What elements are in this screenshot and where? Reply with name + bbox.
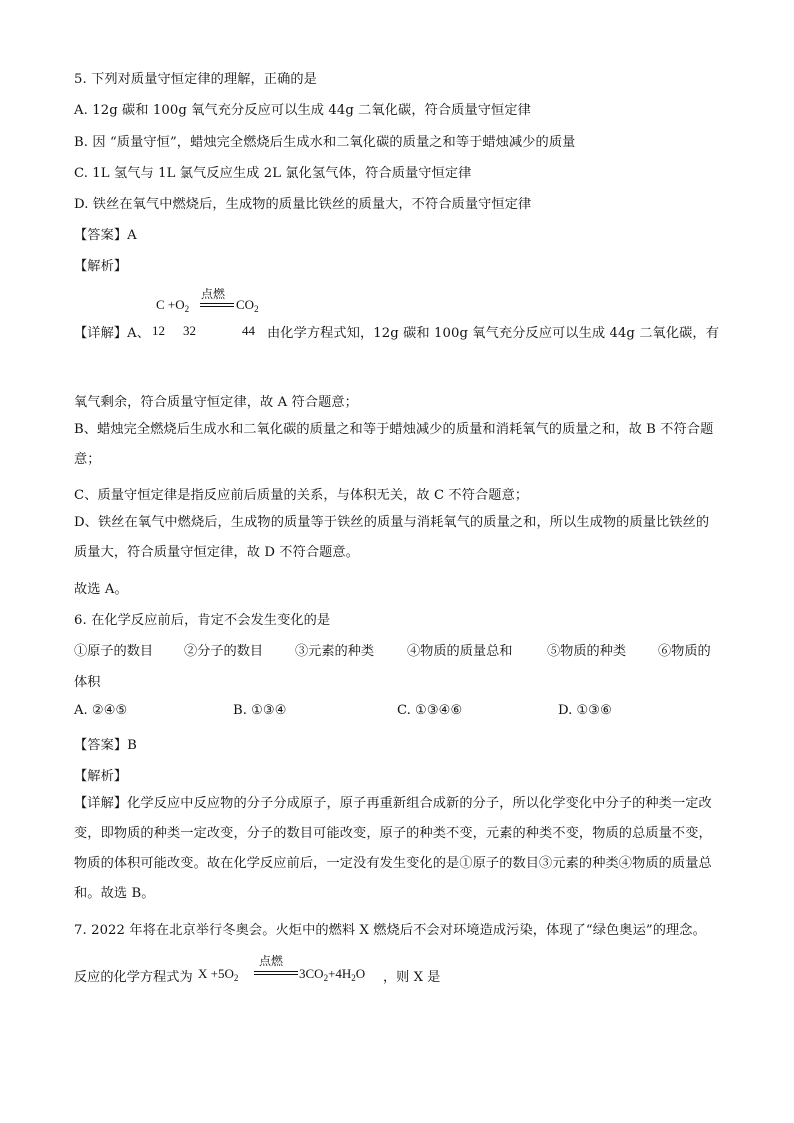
q5-detail-a-rest: 由化学方程式知，12g 碳和 100g 氧气充分反应可以生成 44g 二氧化碳，有	[267, 326, 719, 341]
eq-product: $CO_2$	[236, 297, 259, 314]
q5-answer	[74, 224, 137, 243]
answer-tag: 【答案】	[74, 738, 128, 753]
q5-detail-d: D、铁丝在氧气中燃烧后，生成物的质量等于铁丝的质量与消耗氧气的质量之和，所以生成物的质量比铁丝的质量大，符合质量守恒定律，故 D 不符合题意。	[74, 515, 710, 560]
q5-analysis-tag: 【解析】	[74, 259, 128, 274]
q7-reaction-condition: 点燃	[259, 954, 284, 968]
q6-option-a: A. ②④⑤	[74, 703, 128, 718]
q6-analysis-tag: 【解析】	[74, 769, 128, 784]
q5-stem: 5. 下列对质量守恒定律的理解，正确的是	[74, 72, 317, 87]
q6-stem: 6. 在化学反应前后，肯定不会发生变化的是	[74, 613, 331, 628]
q5-detail-a: 【详解】A、	[74, 326, 151, 341]
q7-arrow-top	[254, 971, 298, 972]
detail-tag: 【详解】	[74, 796, 128, 811]
q6-item-2: ②分子的数目	[184, 644, 264, 659]
q6-option-d: D. ①③⑥	[558, 703, 612, 718]
q5-conclusion: 故选 A。	[74, 582, 128, 597]
detail-tag: 【详解】	[74, 326, 128, 341]
q5-option-a: A. 12g 碳和 100g 氧气充分反应可以生成 44g 二氧化碳，符合质量守恒定律	[74, 103, 531, 118]
reaction-arrow-bottom	[200, 306, 234, 307]
q7-eq-prefix: 反应的化学方程式为	[74, 970, 193, 985]
q5-option-d: D. 铁丝在氧气中燃烧后，生成物的质量比铁丝的质量大，不符合质量守恒定律	[74, 197, 532, 212]
mass-c: 12	[152, 323, 165, 338]
q6-option-b: B. ①③④	[233, 703, 287, 718]
reaction-arrow-top	[200, 303, 234, 304]
q6-option-c: C. ①③④⑥	[397, 703, 463, 718]
mass-co2: 44	[242, 323, 255, 338]
reaction-condition: 点燃	[201, 287, 226, 301]
q5-option-c: C. 1L 氢气与 1L 氯气反应生成 2L 氯化氢气体，符合质量守恒定律	[74, 166, 472, 181]
q5-detail-a-cont: 氧气剩余，符合质量守恒定律，故 A 符合题意；	[74, 395, 358, 410]
q6-detail: 【详解】化学反应中反应物的分子分成原子，原子再重新组合成新的分子，所以化学变化中分子的种类一定改变，即物质的种类一定改变，分子的数目可能改变，原子的种类不变，元素的种类不变，物质的总质量不变，物质的体积可能改变。故在化学反应前后，一定没有发生变化的是①原子的数目③元素的种类④物质的质量总和。故选 B。	[74, 796, 712, 901]
q6-item-6-cont: 体积	[74, 675, 101, 690]
answer-value: A	[127, 228, 137, 243]
eq-reactants: $C +O_2$	[156, 297, 190, 314]
answer-tag: 【答案】	[74, 228, 128, 243]
q6-item-5: ⑤物质的种类	[547, 644, 627, 659]
q5-detail-c: C、质量守恒定律是指反应前后质量的关系，与体积无关，故 C 不符合题意；	[74, 488, 529, 503]
q6-item-4: ④物质的质量总和	[407, 644, 513, 659]
q5-option-b: B. 因 “质量守恒”，蜡烛完全燃烧后生成水和二氧化碳的质量之和等于蜡烛减少的质量	[74, 135, 576, 150]
q6-answer	[74, 734, 137, 753]
q7-eq-suffix: ，则 X 是	[383, 970, 441, 985]
q6-item-3: ③元素的种类	[295, 644, 375, 659]
answer-value: B	[127, 738, 137, 753]
q5-detail-b: B、蜡烛完全燃烧后生成水和二氧化碳的质量之和等于蜡烛减少的质量和消耗氧气的质量之和，故 B 不符合题意；	[74, 422, 714, 467]
q7-eq-rhs: $3CO_2+4H_2O$	[299, 966, 366, 983]
q7-eq-lhs: $X +5O_2$	[198, 966, 239, 983]
q7-stem: 7. 2022 年将在北京举行冬奥会。火炬中的燃料 X 燃烧后不会对环境造成污染，体现了“绿色奥运”的理念。	[74, 923, 706, 938]
q7-arrow-bottom	[254, 974, 298, 975]
q6-item-6: ⑥物质的	[658, 644, 711, 659]
q6-item-1: ①原子的数目	[74, 644, 154, 659]
mass-o2: 32	[183, 323, 196, 338]
